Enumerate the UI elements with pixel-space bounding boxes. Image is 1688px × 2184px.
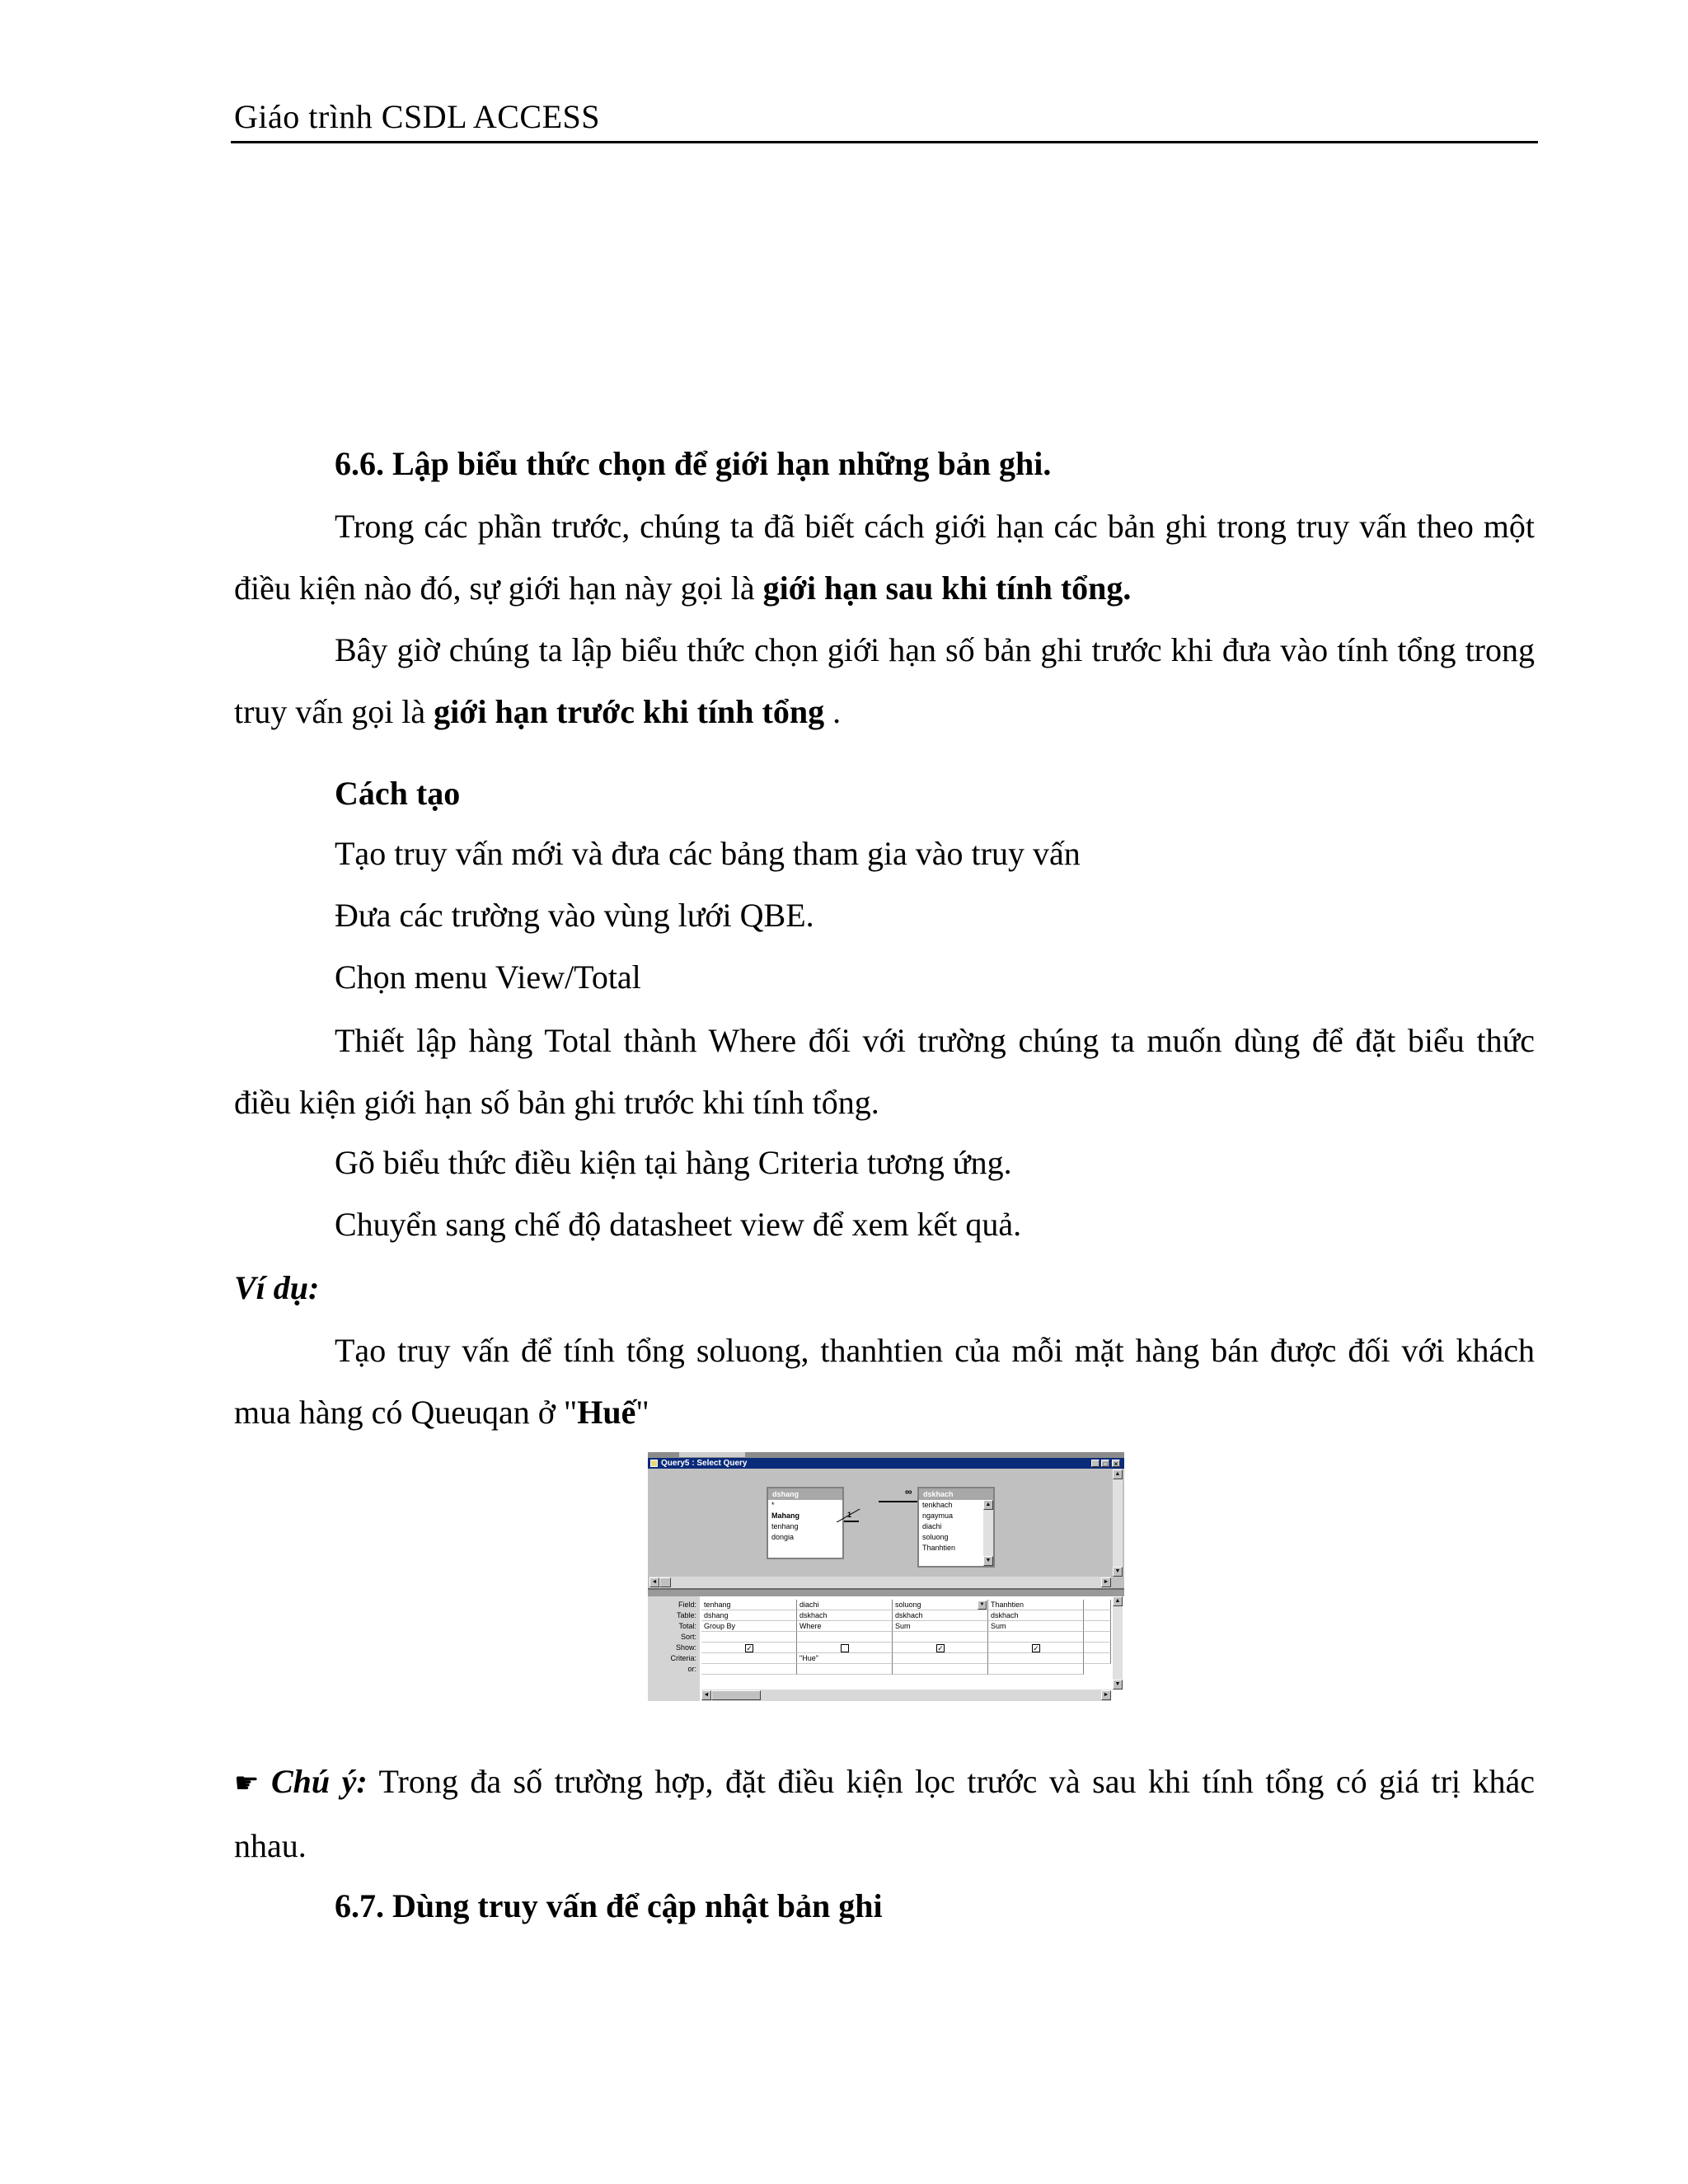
scroll-left-icon[interactable]: ◄: [701, 1690, 711, 1700]
table-pane-hscrollbar[interactable]: [649, 1577, 1111, 1588]
qbe-row-labels: [648, 1596, 700, 1701]
table-dskhach[interactable]: [917, 1487, 995, 1568]
show-checkbox-checked-icon[interactable]: ✓: [937, 1644, 944, 1652]
scroll-thumb[interactable]: [711, 1690, 761, 1700]
qbe-label-field: Field:: [678, 1601, 696, 1609]
scroll-thumb[interactable]: [659, 1577, 671, 1587]
step-5: Gõ biểu thức điều kiện tại hàng Criteria tương ứng.: [335, 1144, 1012, 1181]
table-dshang-field[interactable]: *: [771, 1501, 775, 1509]
table-dskhach-field[interactable]: diachi: [922, 1522, 942, 1530]
qbe-cell-total[interactable]: Sum: [988, 1621, 1084, 1632]
join-many-label: ∞: [905, 1486, 912, 1497]
table-dskhach-title: dskhach: [919, 1488, 993, 1500]
paragraph-2: [234, 619, 1535, 743]
scroll-left-icon[interactable]: ◄: [649, 1577, 659, 1587]
note-paragraph: [234, 1750, 1535, 1877]
qbe-cell-criteria[interactable]: [1084, 1653, 1111, 1664]
qbe-cell-criteria[interactable]: "Hue": [797, 1653, 893, 1664]
table-dshang-title: dshang: [768, 1488, 842, 1500]
qbe-label-total: Total:: [678, 1622, 696, 1630]
section-heading-6-6: 6.6. Lập biểu thức chọn để giới hạn những bản ghi.: [335, 445, 1052, 482]
table-dskhach-field[interactable]: tenkhach: [922, 1501, 953, 1509]
table-dshang-field[interactable]: Mahang: [771, 1511, 800, 1520]
qbe-cell-table[interactable]: dskhach: [988, 1610, 1084, 1621]
scroll-up-icon[interactable]: ▲: [1113, 1469, 1123, 1479]
document-header: Giáo trình CSDL ACCESS: [234, 98, 601, 135]
qbe-label-criteria: Criteria:: [670, 1654, 696, 1662]
step-4: Thiết lập hàng Total thành Where đối với trường chúng ta muốn dùng để đặt biểu thức điều kiện giới hạn số bản ghi trước khi tính tổng.: [234, 1022, 1535, 1121]
show-checkbox-checked-icon[interactable]: ✓: [1033, 1644, 1039, 1652]
qbe-cell-field[interactable]: [1084, 1600, 1111, 1610]
join-line-right: [879, 1501, 917, 1502]
minimize-button[interactable]: _: [1091, 1460, 1100, 1467]
paragraph-1: [234, 495, 1535, 619]
paragraph-1-text: Trong các phần trước, chúng ta đã biết cách giới hạn các bản ghi trong truy vấn theo một điều kiện nào đó, sự giới hạn này gọi là: [234, 508, 1535, 607]
join-one-label: 1: [847, 1511, 852, 1519]
step-3: Chọn menu View/Total: [335, 958, 641, 996]
paragraph-1-bold: giới hạn sau khi tính tổng.: [762, 569, 1132, 607]
qbe-cell-sort[interactable]: [797, 1632, 893, 1643]
section-heading-6-7: 6.7. Dùng truy vấn để cập nhật bản ghi: [335, 1887, 883, 1924]
table-dskhach-field[interactable]: soluong: [922, 1533, 949, 1541]
show-checkbox-unchecked-icon[interactable]: [841, 1644, 849, 1652]
qbe-cell-or[interactable]: [701, 1664, 797, 1675]
close-button[interactable]: ×: [1112, 1460, 1120, 1467]
qbe-cell-field[interactable]: soluong: [893, 1600, 988, 1610]
field-dropdown-icon[interactable]: ▼: [978, 1601, 987, 1610]
query-icon: [650, 1460, 658, 1467]
window-top-strip: [648, 1452, 1124, 1458]
note-label: Chú ý:: [270, 1763, 368, 1800]
scroll-right-icon[interactable]: ►: [1101, 1577, 1111, 1587]
qbe-cell-table[interactable]: dskhach: [797, 1610, 893, 1621]
vi-du-end: ": [635, 1394, 649, 1431]
table-dskhach-scrollbar[interactable]: [983, 1500, 993, 1566]
table-pane: [648, 1469, 1124, 1588]
table-pane-scrollbar[interactable]: [1113, 1469, 1123, 1577]
cach-tao-heading: Cách tạo: [335, 775, 461, 812]
qbe-label-or: or:: [687, 1665, 696, 1673]
qbe-cell-total[interactable]: Sum: [893, 1621, 988, 1632]
qbe-hscrollbar[interactable]: [701, 1690, 1111, 1701]
scroll-down-icon[interactable]: ▼: [1113, 1567, 1123, 1577]
qbe-grid: [648, 1596, 1124, 1701]
qbe-label-sort: Sort:: [680, 1633, 696, 1641]
scroll-down-icon[interactable]: ▼: [983, 1556, 993, 1566]
qbe-cell-criteria[interactable]: [701, 1653, 797, 1664]
pointing-hand-icon: ☛: [234, 1767, 260, 1800]
window-title: Query5 : Select Query: [661, 1459, 748, 1468]
paragraph-2-bold: giới hạn trước khi tính tổng: [434, 693, 825, 730]
qbe-cell-sort[interactable]: [1084, 1632, 1111, 1643]
vi-du-bold: Huế: [577, 1394, 636, 1431]
qbe-label-table: Table:: [676, 1611, 696, 1619]
qbe-cell-total[interactable]: Group By: [701, 1621, 797, 1632]
scroll-up-icon[interactable]: ▲: [1113, 1596, 1123, 1606]
qbe-cell-criteria[interactable]: [893, 1653, 988, 1664]
qbe-label-show: Show:: [675, 1643, 696, 1652]
qbe-cell-sort[interactable]: [701, 1632, 797, 1643]
qbe-cell-table[interactable]: dskhach: [893, 1610, 988, 1621]
paragraph-2-text: Bây giờ chúng ta lập biểu thức chọn giới hạn số bản ghi trước khi đưa vào tính tổng trong truy vấn gọi là: [234, 631, 1535, 730]
qbe-cell-field[interactable]: Thanhtien: [988, 1600, 1084, 1610]
scroll-right-icon[interactable]: ►: [1101, 1690, 1111, 1700]
vi-du-text: Tạo truy vấn để tính tổng soluong, thanhtien của mỗi mặt hàng bán được đối với khách mua hàng có Queuqan ở ": [234, 1332, 1535, 1431]
table-dshang-field[interactable]: tenhang: [771, 1522, 799, 1530]
qbe-cell-or[interactable]: [988, 1664, 1084, 1675]
qbe-cell-table[interactable]: dshang: [701, 1610, 797, 1621]
step-1: Tạo truy vấn mới và đưa các bảng tham gia vào truy vấn: [335, 835, 1081, 872]
join-line: [844, 1521, 859, 1522]
step-6: Chuyển sang chế độ datasheet view để xem kết quả.: [335, 1206, 1022, 1243]
vi-du-paragraph: [234, 1319, 1535, 1443]
query-design-window: [648, 1452, 1124, 1701]
scroll-up-icon[interactable]: ▲: [983, 1500, 993, 1510]
paragraph-2-end: .: [824, 693, 842, 730]
qbe-cell-sort[interactable]: [988, 1632, 1084, 1643]
qbe-cell-field[interactable]: diachi: [797, 1600, 893, 1610]
qbe-cell-table[interactable]: [1084, 1610, 1111, 1621]
qbe-cell-total[interactable]: [1084, 1621, 1111, 1632]
table-dshang[interactable]: [767, 1487, 844, 1559]
maximize-button[interactable]: □: [1101, 1460, 1109, 1467]
qbe-cell-total[interactable]: Where: [797, 1621, 893, 1632]
table-dshang-field[interactable]: dongia: [771, 1533, 795, 1541]
step-2: Đưa các trường vào vùng lưới QBE.: [335, 897, 814, 934]
qbe-cell-or[interactable]: [797, 1664, 893, 1675]
qbe-cell-or[interactable]: [893, 1664, 988, 1675]
qbe-cell-show[interactable]: [1084, 1643, 1111, 1653]
qbe-vscrollbar[interactable]: [1113, 1596, 1123, 1690]
qbe-cell-criteria[interactable]: [988, 1653, 1084, 1664]
scroll-down-icon[interactable]: ▼: [1113, 1680, 1123, 1690]
show-checkbox-checked-icon[interactable]: ✓: [746, 1644, 753, 1652]
table-dskhach-field[interactable]: ngaymua: [922, 1511, 954, 1520]
header-rule: [231, 141, 1538, 143]
vi-du-label: Ví dụ:: [234, 1269, 320, 1306]
window-titlebar: [648, 1458, 1124, 1469]
qbe-cell-sort[interactable]: [893, 1632, 988, 1643]
qbe-cell-field[interactable]: tenhang: [701, 1600, 797, 1610]
pane-splitter[interactable]: [648, 1588, 1124, 1596]
note-text: Trong đa số trường hợp, đặt điều kiện lọc trước và sau khi tính tổng có giá trị khác nhau.: [234, 1763, 1536, 1864]
table-dskhach-field[interactable]: Thanhtien: [922, 1544, 956, 1552]
